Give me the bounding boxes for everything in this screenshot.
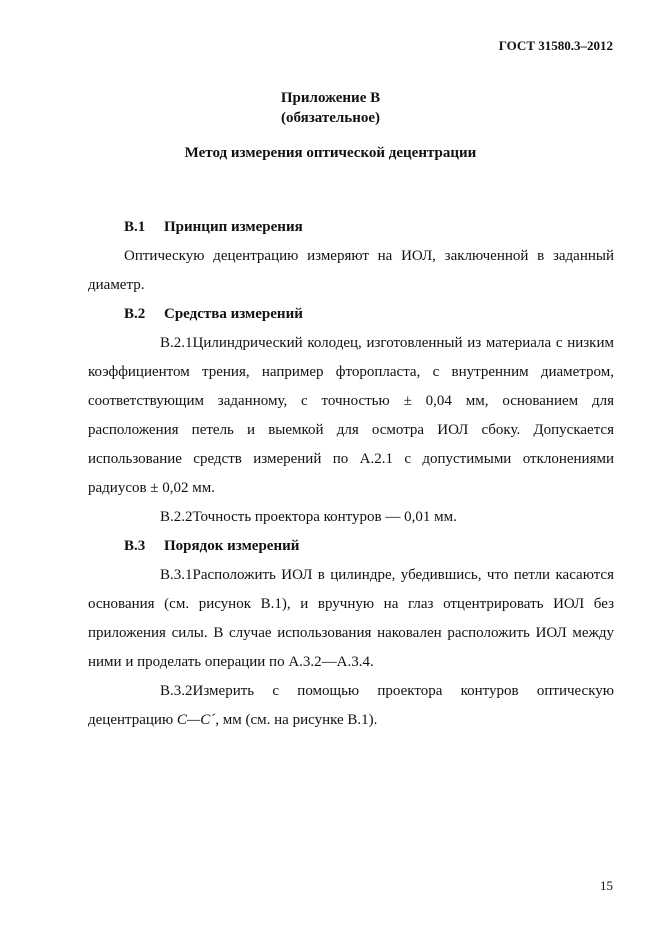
section-number: В.2 [124, 306, 146, 322]
clause-number: В.3.2 [160, 683, 193, 699]
section-heading-b3 [88, 532, 614, 561]
appendix-heading [0, 88, 661, 128]
section-heading-b1 [88, 213, 614, 242]
section-heading-b2 [88, 300, 614, 329]
paragraph-b2-2 [88, 503, 614, 532]
clause-number: В.2.2 [160, 509, 193, 525]
document-body [88, 213, 614, 735]
paragraph-b1: Оптическую децентрацию измеряют на ИОЛ, заключенной в заданный диаметр. [88, 248, 614, 293]
formula: С—С´ [176, 712, 216, 728]
section-title: Порядок измерений [164, 538, 300, 554]
section-title: Принцип измерения [164, 219, 303, 235]
paragraph-b3-1 [88, 561, 614, 677]
paragraph-b2-1 [88, 329, 614, 503]
paragraph-b3-2 [88, 677, 614, 735]
clause-number: В.2.1 [160, 335, 193, 351]
method-title: Метод измерения оптической децентрации [184, 145, 477, 161]
section-number: В.1 [124, 219, 146, 235]
clause-text: , мм (см. на рисунке В.1). [215, 712, 378, 728]
section-title: Средства измерений [164, 306, 303, 322]
standard-header: ГОСТ 31580.3–2012 [498, 38, 613, 53]
clause-text: Расположить ИОЛ в цилиндре, убедившись, что петли касаются основания (см. рисунок В.1), и вручную на глаз отцентрировать ИОЛ без приложения силы. В случае использования наковален расположить ИОЛ между ними и проделать операции по А.3.2—А.3.4. [88, 567, 614, 670]
clause-text: Измерить с помощью проектора контуров оптическую децентрацию [88, 683, 614, 728]
appendix-status: (обязательное) [280, 110, 381, 126]
page-number: 15 [600, 878, 613, 893]
appendix-title: Приложение В [280, 90, 381, 106]
clause-text: Цилиндрический колодец, изготовленный из материала с низким коэффициентом трения, например фторопласта, с внутренним диаметром, соответствующим заданному, с точностью ± 0,04 мм, основанием для расположения петель и выемкой для осмотра ИОЛ сбоку. Допускается использование средств измерений по А.2.1 с допустимыми отклонениями радиусов ± 0,02 мм. [88, 335, 614, 496]
section-number: В.3 [124, 538, 146, 554]
clause-number: В.3.1 [160, 567, 193, 583]
clause-text: Точность проектора контуров — 0,01 мм. [192, 509, 457, 525]
